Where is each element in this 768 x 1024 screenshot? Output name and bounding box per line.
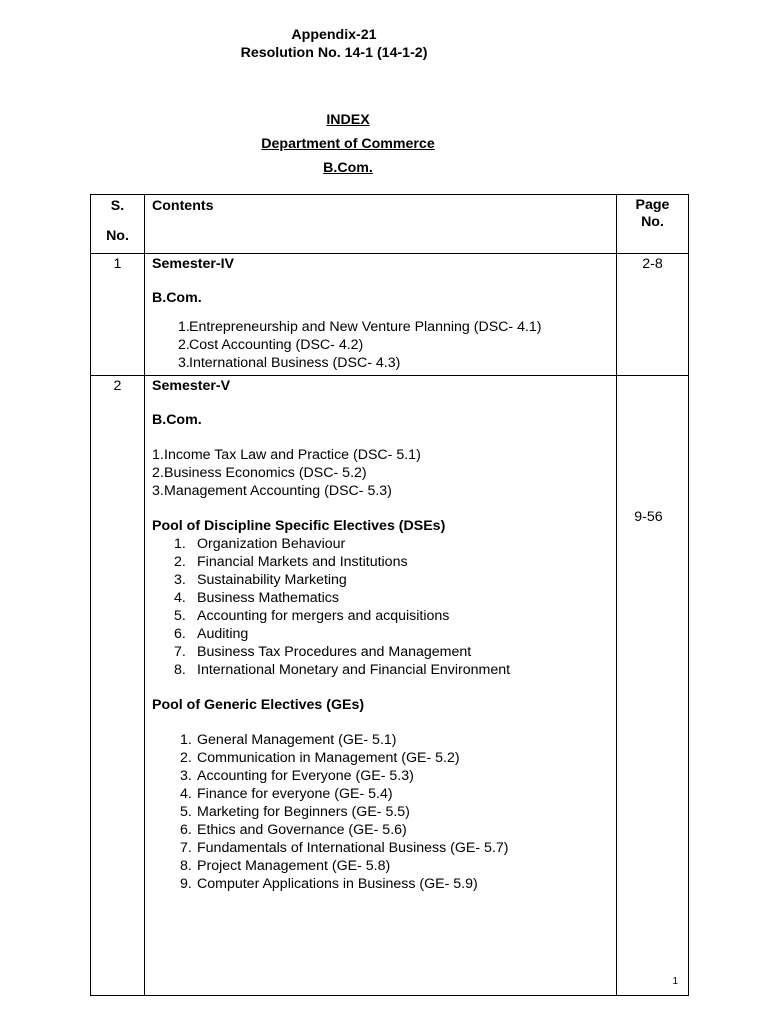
list-item: 9. Computer Applications in Business (GE- 5.9) — [180, 876, 478, 892]
appendix-heading: Appendix-21 — [291, 27, 377, 43]
list-item: 8. International Monetary and Financial Environment — [174, 662, 511, 678]
list-item: 3. Accounting for Everyone (GE- 5.3) — [180, 768, 414, 784]
index-title-block — [0, 110, 768, 182]
program-label: B.Com. — [152, 290, 202, 306]
contents-header: Contents — [145, 195, 617, 254]
program-label: B.Com. — [152, 412, 202, 428]
list-item: 6. Ethics and Governance (GE- 5.6) — [180, 822, 407, 838]
sno-header — [91, 195, 145, 254]
list-item: 1. Entrepreneurship and New Venture Planning (DSC- 4.1) — [178, 319, 542, 335]
sno-cell: 1 — [91, 254, 145, 376]
course-list — [152, 318, 616, 372]
page-cell — [617, 376, 689, 996]
list-item: 5. Marketing for Beginners (GE- 5.5) — [180, 804, 410, 820]
table-row — [91, 254, 689, 376]
list-item: 1. General Management (GE- 5.1) — [180, 732, 397, 748]
semester-title: Semester-V — [152, 378, 231, 394]
course-list — [152, 446, 616, 500]
list-item: 2. Cost Accounting (DSC- 4.2) — [178, 337, 364, 353]
list-item: 3. Management Accounting (DSC- 5.3) — [152, 483, 392, 499]
list-item: 6. Auditing — [174, 626, 249, 642]
page-header-line2: No. — [641, 214, 664, 230]
dse-heading: Pool of Discipline Specific Electives (DSEs) — [152, 518, 446, 534]
list-item: 3. International Business (DSC- 4.3) — [178, 355, 401, 371]
index-table — [90, 194, 689, 996]
list-item: 1. Income Tax Law and Practice (DSC- 5.1) — [152, 447, 421, 463]
page-header-line1: Page — [635, 197, 670, 213]
dse-list — [152, 535, 616, 679]
resolution-heading: Resolution No. 14-1 (14-1-2) — [240, 45, 428, 61]
department-title: Department of Commerce — [261, 136, 435, 152]
list-item: 7. Business Tax Procedures and Management — [174, 644, 472, 660]
table-header-row — [91, 195, 689, 254]
program-title: B.Com. — [323, 160, 373, 176]
list-item: 4. Business Mathematics — [174, 590, 339, 606]
page-range: 9-56 — [634, 509, 663, 525]
list-item: 2. Financial Markets and Institutions — [174, 554, 408, 570]
list-item: 2. Communication in Management (GE- 5.2) — [180, 750, 460, 766]
sno-cell: 2 — [91, 376, 145, 996]
list-item: 2. Business Economics (DSC- 5.2) — [152, 465, 367, 481]
page-number: 1 — [672, 976, 678, 987]
contents-cell — [145, 254, 617, 376]
sno-header-line1: S. — [110, 198, 125, 214]
index-title: INDEX — [326, 112, 370, 128]
semester-title: Semester-IV — [152, 256, 235, 272]
contents-cell — [145, 376, 617, 996]
list-item: 3. Sustainability Marketing — [174, 572, 347, 588]
ge-list — [152, 731, 616, 893]
ge-heading: Pool of Generic Electives (GEs) — [152, 697, 365, 713]
list-item: 1. Organization Behaviour — [174, 536, 346, 552]
sno-header-line2: No. — [106, 228, 129, 244]
list-item: 8. Project Management (GE- 5.8) — [180, 858, 391, 874]
table-row — [91, 376, 689, 996]
list-item: 7. Fundamentals of International Business (GE- 5.7) — [180, 840, 509, 856]
list-item: 4. Finance for everyone (GE- 5.4) — [180, 786, 393, 802]
page-cell: 2-8 — [617, 254, 689, 376]
page-header — [617, 195, 689, 254]
list-item: 5. Accounting for mergers and acquisitions — [174, 608, 450, 624]
